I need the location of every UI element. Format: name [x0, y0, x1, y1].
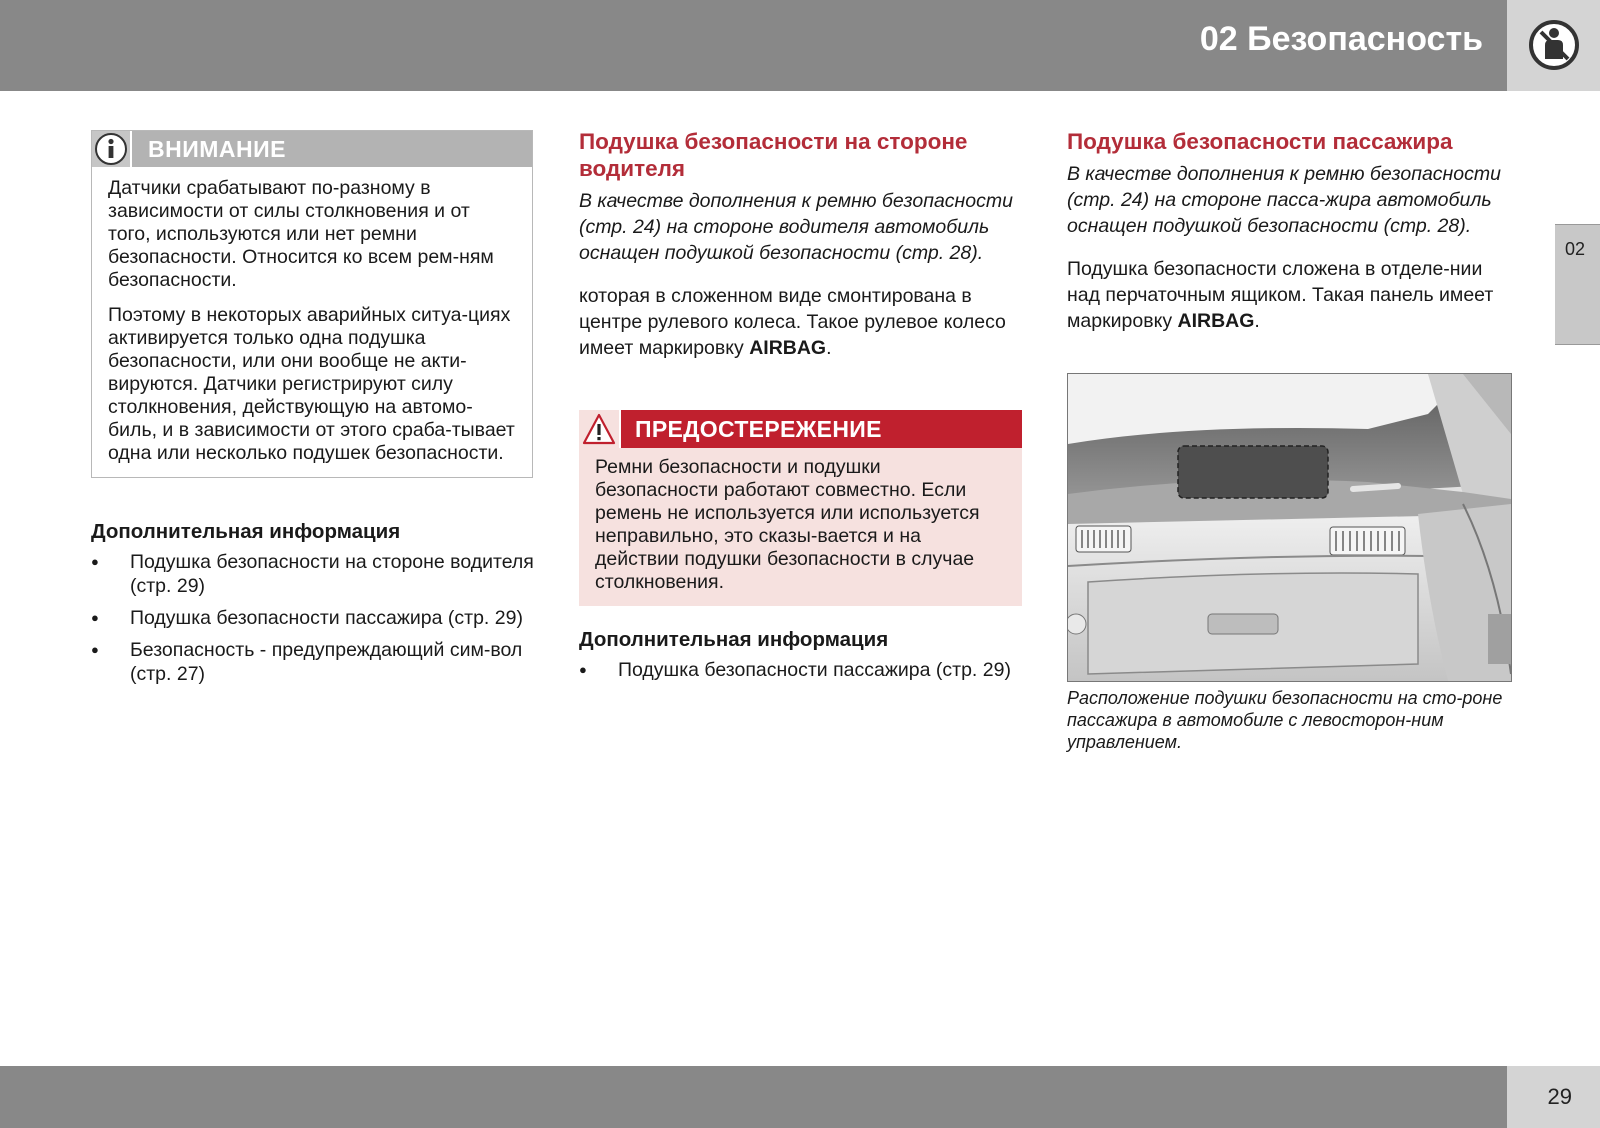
chapter-side-tab-label: 02 [1565, 239, 1586, 259]
passenger-airbag-section [1067, 128, 1512, 352]
driver-airbag-intro: В качестве дополнения к ремню безопасности (стр. 24) на стороне водителя автомобиль оснащен подушкой безопасности (стр. 28). [579, 190, 1013, 264]
page-footer [0, 1066, 1507, 1128]
col2-info-list [579, 658, 1024, 682]
notice-header [92, 131, 532, 167]
info-icon [94, 132, 128, 166]
driver-body-end: . [826, 337, 832, 359]
list-item[interactable]: ● Безопасность - предупреждающий сим-вол (стр. 27) [91, 638, 536, 686]
passenger-airbag-body [1067, 256, 1512, 334]
warning-title: ПРЕДОСТЕРЕЖЕНИЕ [635, 416, 882, 442]
warning-triangle-icon [582, 413, 616, 445]
warning-header [579, 410, 1022, 448]
notice-body [92, 167, 532, 477]
page-number-box [1507, 1066, 1600, 1128]
col1-info-heading: Дополнительная информация [91, 520, 401, 543]
chapter-title: 02 Безопасность [1199, 20, 1483, 58]
col1-info-list [91, 550, 536, 686]
dashboard-illustration [1067, 373, 1512, 682]
driver-airbag-marking: AIRBAG [749, 337, 827, 359]
warning-icon-cell [579, 410, 621, 448]
page-number: 29 [1547, 1084, 1572, 1109]
driver-airbag-body [579, 283, 1024, 361]
dashboard-drawing [1068, 374, 1511, 681]
driver-airbag-title: Подушка безопасности на стороне водителя [579, 129, 968, 181]
chapter-side-tab[interactable] [1555, 224, 1600, 345]
col1-additional-info [91, 520, 536, 694]
passenger-body-text: Подушка безопасности сложена в отделе-нии над перчаточным ящиком. Такая панель имеет маркировку [1067, 258, 1494, 332]
passenger-body-end: . [1254, 310, 1260, 332]
page-header [0, 0, 1507, 91]
notice-paragraph: Поэтому в некоторых аварийных ситуа-циях активируется только одна подушка безопасности, или они вообще не акти-вируются. Датчики регистрируют силу столкновения, действующую на автомо-биль, и в зависимости от этого сраба-тывает одна или несколько подушек безопасности. [108, 304, 515, 464]
chapter-icon-box [1507, 0, 1600, 91]
notice-icon-cell [92, 131, 132, 167]
warning-body: Ремни безопасности и подушки безопасности работают совместно. Если ремень не используется или используется неправильно, это сказы-вается и на действии подушки безопасности в случае столкновения. [595, 456, 980, 593]
passenger-airbag-marking: AIRBAG [1177, 310, 1255, 332]
driver-airbag-section [579, 128, 1024, 379]
notice-box [91, 130, 533, 478]
seatbelt-icon [1528, 19, 1580, 71]
notice-paragraph: Датчики срабатывают по-разному в зависимости от силы столкновения и от того, используются или нет ремни безопасности. Относится ко всем рем-ням безопасности. [108, 177, 494, 291]
col2-additional-info [579, 628, 1024, 690]
driver-body-text: которая в сложенном виде смонтирована в центре рулевого колеса. Такое рулевое колесо имеет маркировку [579, 285, 1006, 359]
passenger-airbag-title: Подушка безопасности пассажира [1067, 129, 1453, 154]
passenger-airbag-intro: В качестве дополнения к ремню безопасности (стр. 24) на стороне пасса-жира автомобиль оснащен подушкой безопасности (стр. 28). [1067, 163, 1501, 237]
list-item[interactable]: ● Подушка безопасности на стороне водителя (стр. 29) [91, 550, 536, 598]
figure-caption: Расположение подушки безопасности на сто-роне пассажира в автомобиле с левосторон-ним управлением. [1067, 688, 1503, 752]
list-item[interactable]: ● Подушка безопасности пассажира (стр. 29) [579, 658, 1024, 682]
warning-box [579, 410, 1022, 606]
notice-title: ВНИМАНИЕ [148, 136, 287, 162]
list-item[interactable]: ● Подушка безопасности пассажира (стр. 29) [91, 606, 536, 630]
col2-info-heading: Дополнительная информация [579, 628, 889, 651]
